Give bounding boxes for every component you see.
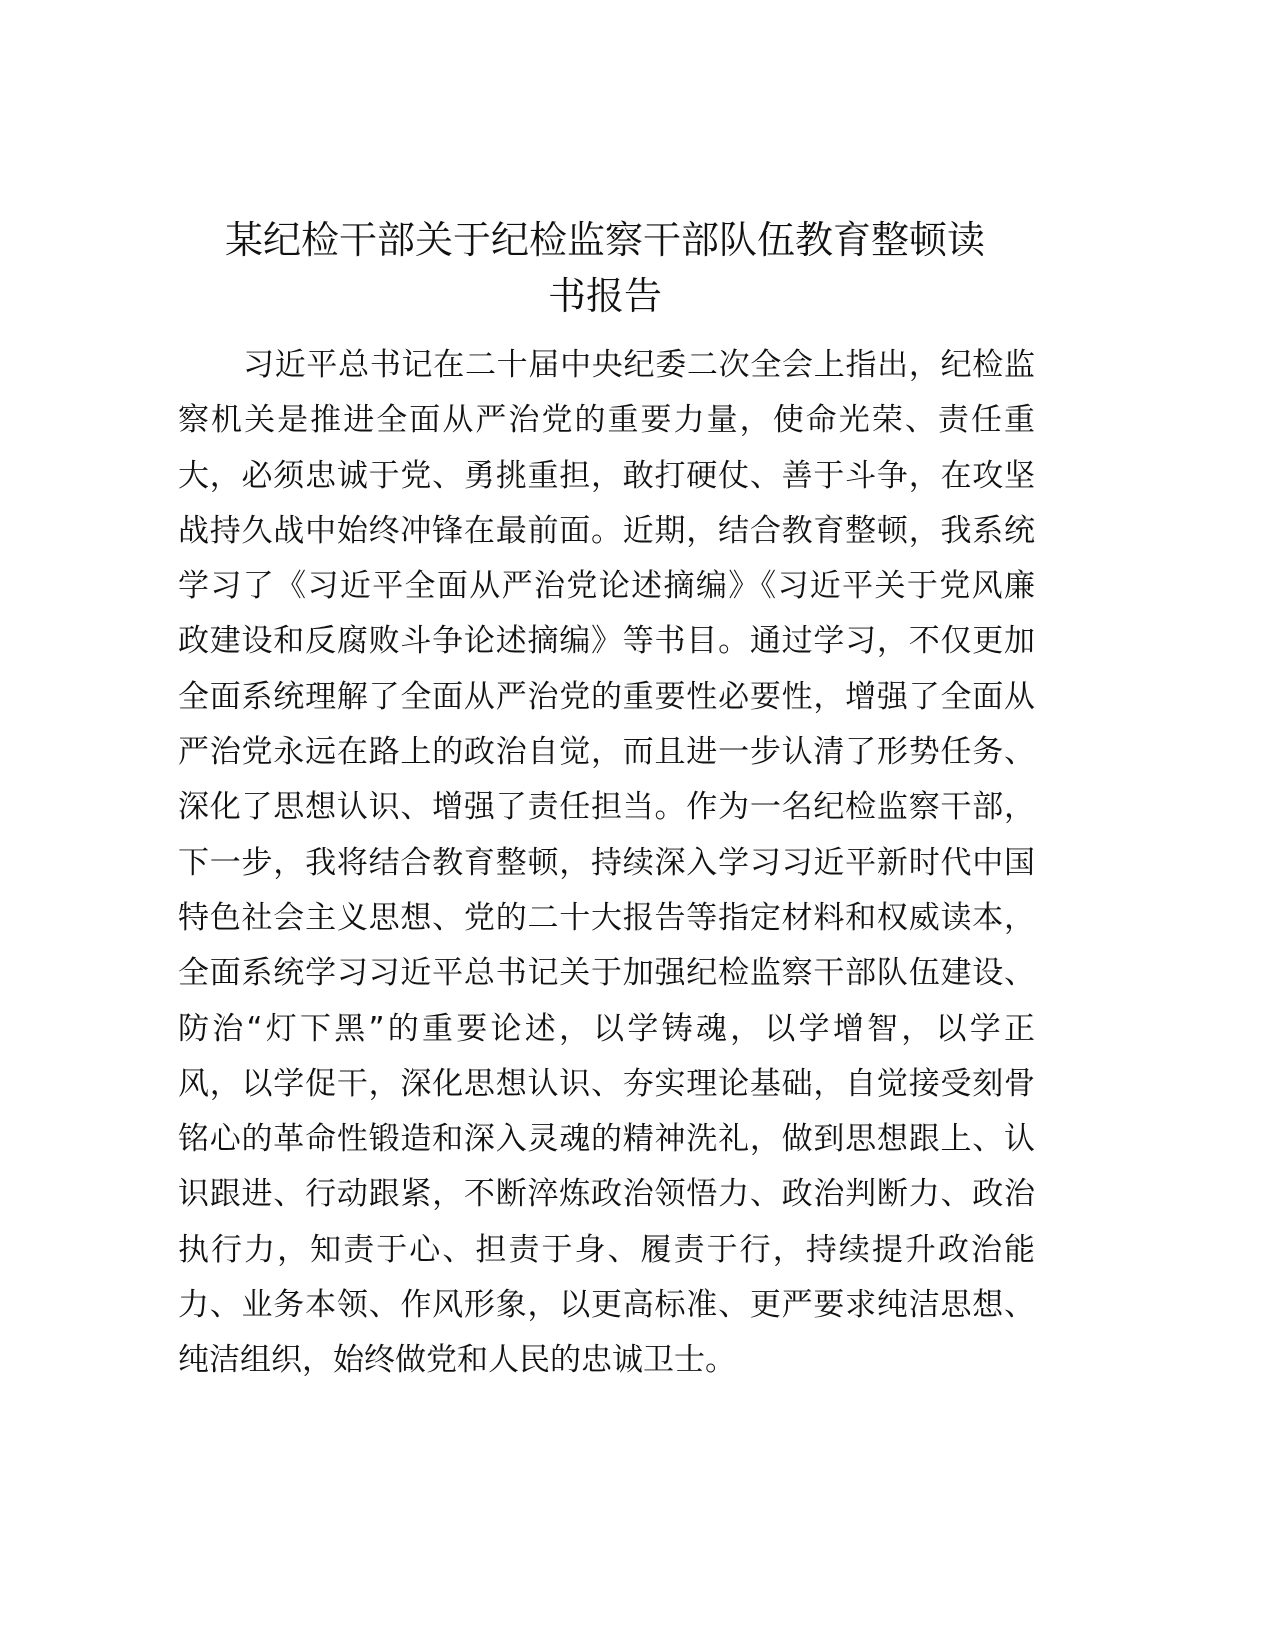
body-text-line: 执行力，知责于心、担责于身、履责于行，持续提升政治能 (178, 1231, 1035, 1268)
body-text-line: 战持久战中始终冲锋在最前面。近期，结合教育整顿，我系统 (178, 512, 1035, 549)
body-text-line: 习近平总书记在二十届中央纪委二次全会上指出，纪检监 (243, 347, 1035, 383)
body-text-line: 特色社会主义思想、党的二十大报告等指定材料和权威读本， (178, 899, 1035, 936)
body-text-line: 政建设和反腐败斗争论述摘编》等书目。通过学习，不仅更加 (178, 623, 1035, 660)
body-text-line: 深化了思想认识、增强了责任担当。作为一名纪检监察干部， (178, 789, 1035, 826)
body-text-line: 防治“灯下黑”的重要论述，以学铸魂，以学增智，以学正 (178, 1010, 1035, 1047)
body-text-line: 全面系统理解了全面从严治党的重要性必要性，增强了全面从 (178, 678, 1035, 715)
body-text-line: 力、业务本领、作风形象，以更高标准、更严要求纯洁思想、 (178, 1287, 1035, 1324)
body-text-line: 学习了《习近平全面从严治党论述摘编》《习近平关于党风廉 (178, 568, 1035, 605)
body-text-line: 纯洁组织，始终做党和人民的忠诚卫士。 (178, 1342, 736, 1379)
document-body-paragraph (178, 338, 1035, 1389)
body-text-line: 风，以学促干，深化思想认识、夯实理论基础，自觉接受刻骨 (178, 1065, 1035, 1102)
document-title-line-1: 某纪检干部关于纪检监察干部队伍教育整顿读 (224, 218, 985, 262)
body-text-line: 严治党永远在路上的政治自觉，而且进一步认清了形势任务、 (178, 734, 1035, 771)
body-text-line: 铭心的革命性锻造和深入灵魂的精神洗礼，做到思想跟上、认 (178, 1121, 1035, 1158)
body-text-line: 大，必须忠诚于党、勇挑重担，敢打硬仗、善于斗争，在攻坚 (178, 457, 1035, 494)
body-text-line: 察机关是推进全面从严治党的重要力量，使命光荣、责任重 (178, 402, 1035, 439)
body-text-line: 全面系统学习习近平总书记关于加强纪检监察干部队伍建设、 (178, 955, 1035, 992)
body-text-line: 下一步，我将结合教育整顿，持续深入学习习近平新时代中国 (178, 844, 1035, 881)
document-title-line-2: 书报告 (547, 274, 662, 318)
body-text-line: 识跟进、行动跟紧，不断淬炼政治领悟力、政治判断力、政治 (178, 1176, 1035, 1213)
